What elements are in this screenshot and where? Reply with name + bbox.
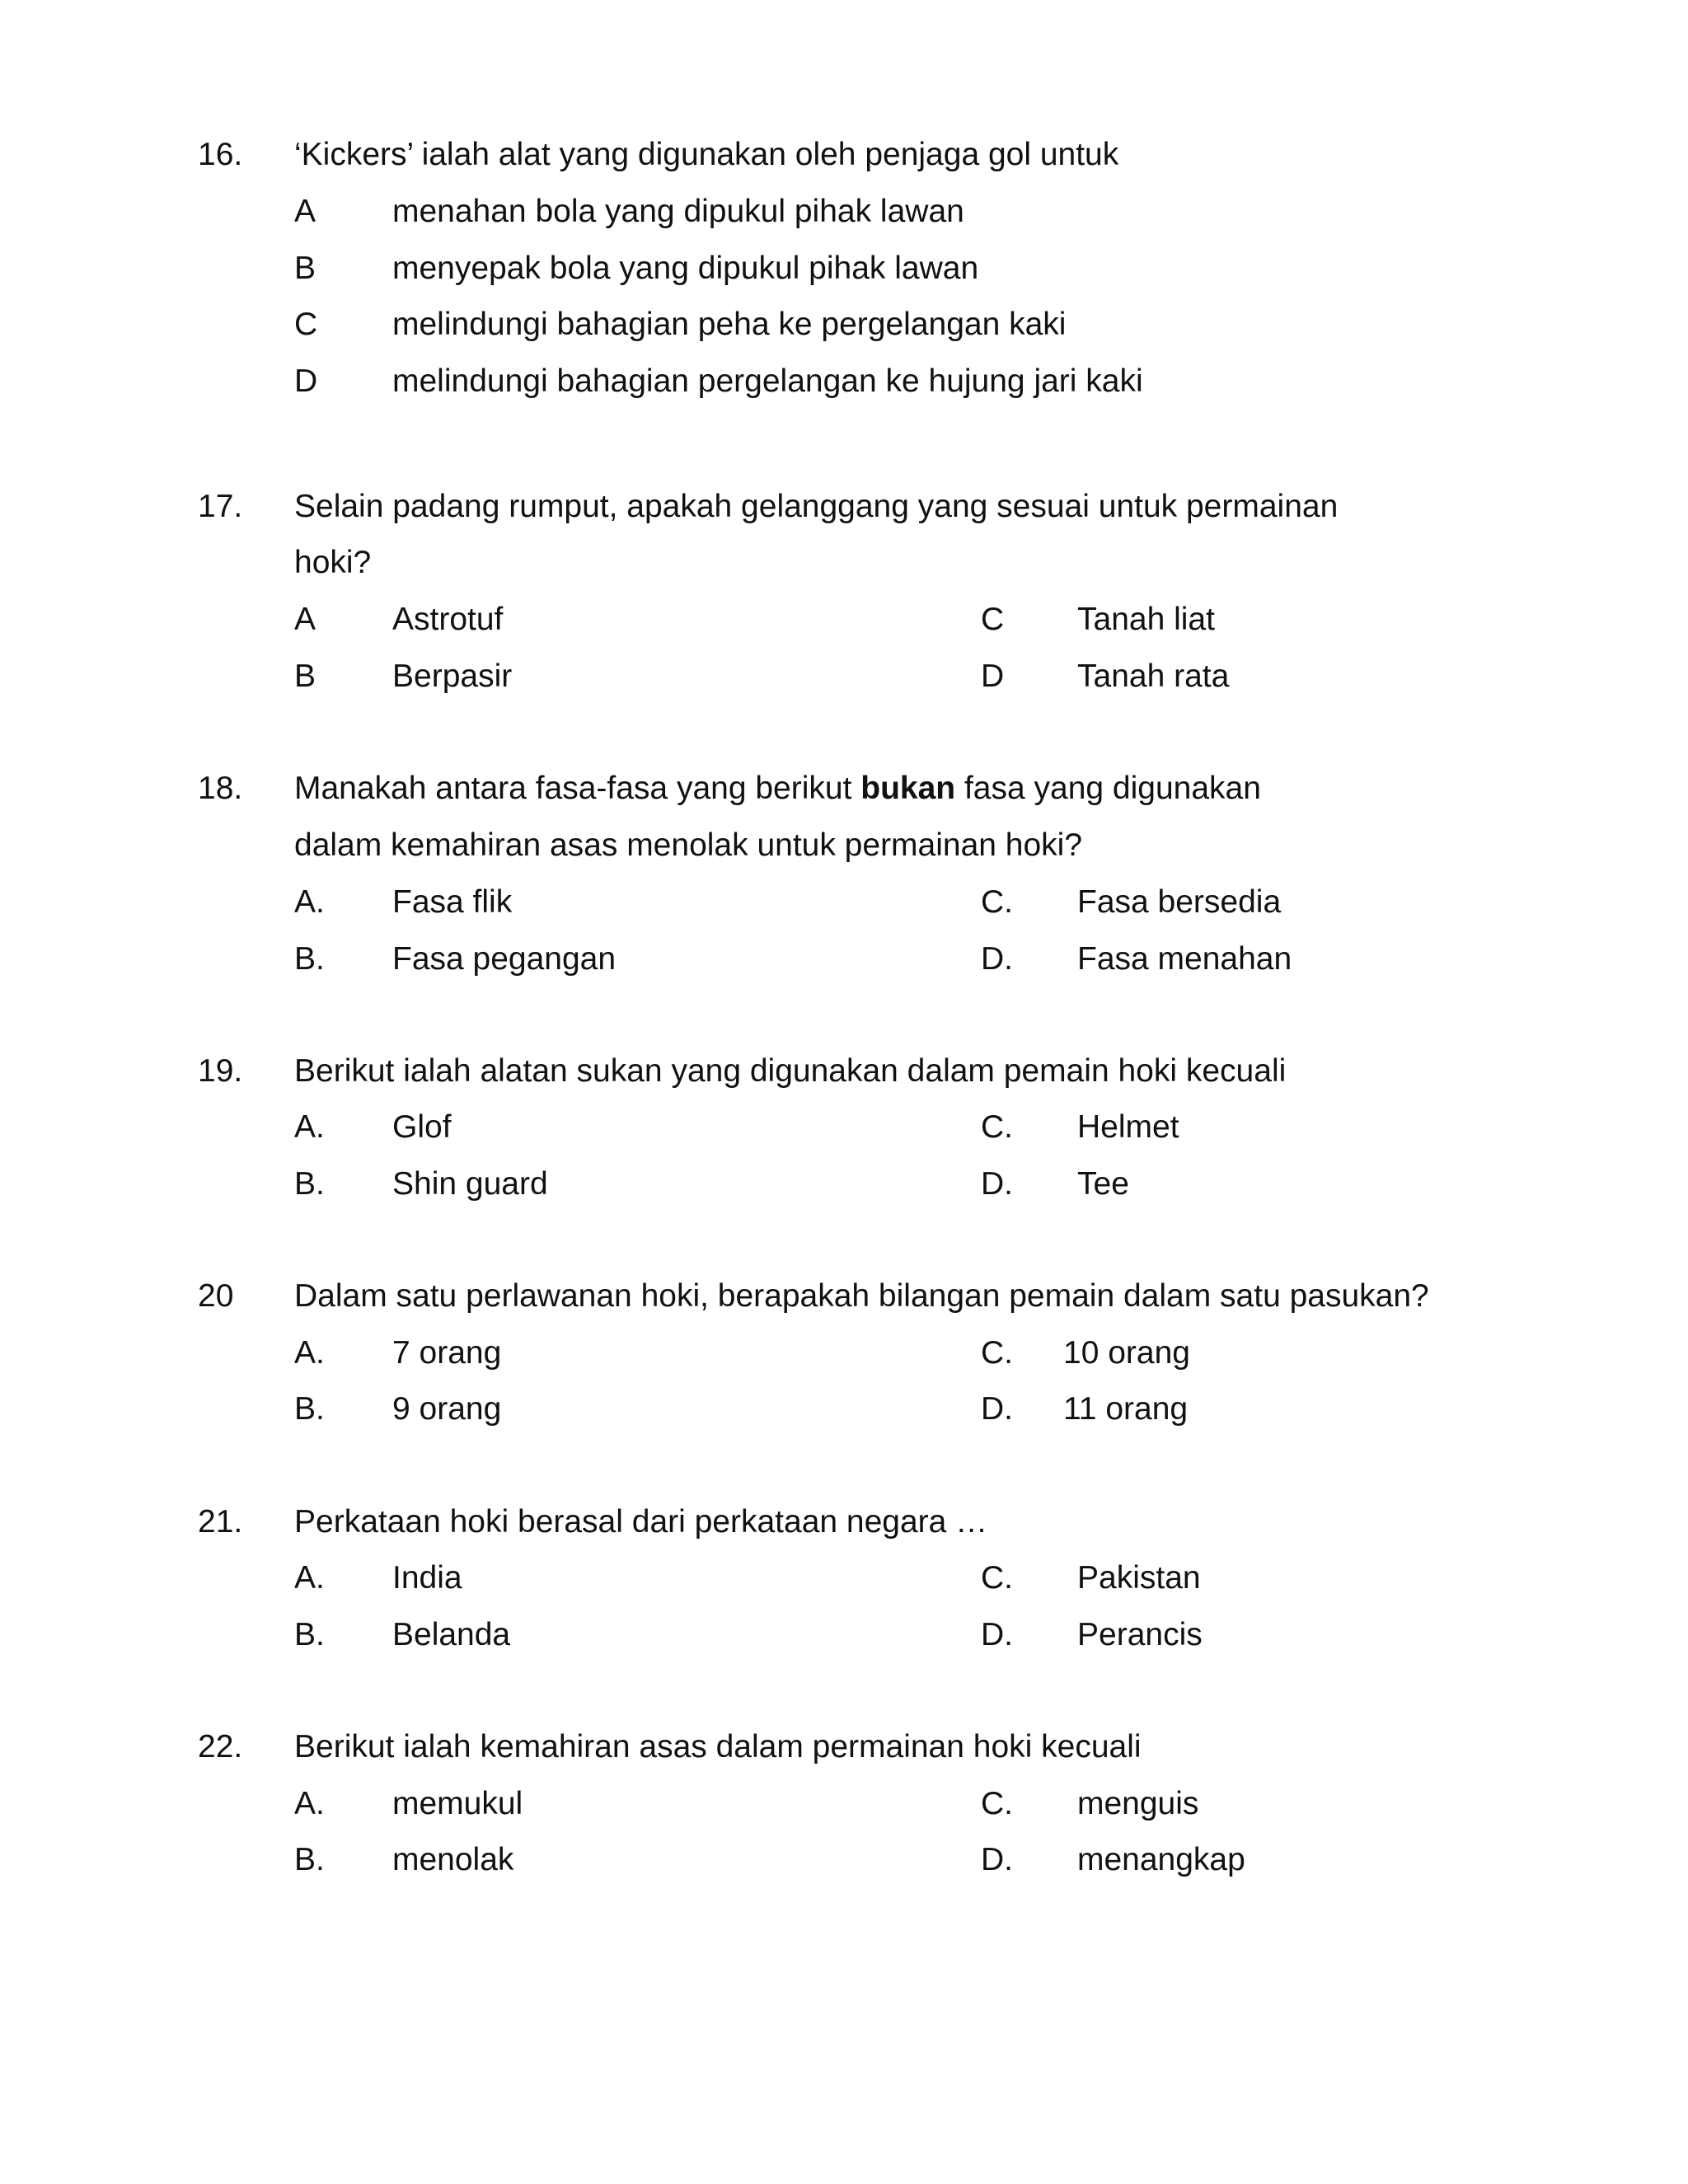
question-number: 20 xyxy=(198,1278,234,1314)
option-text: 10 orang xyxy=(1063,1335,1190,1371)
option-text: menangkap xyxy=(1077,1842,1245,1877)
stem-text: fasa yang digunakan xyxy=(964,771,1261,806)
option-text: menguis xyxy=(1077,1786,1199,1821)
question-number: 17. xyxy=(198,489,243,524)
question-stem: Dalam satu perlawanan hoki, berapakah bilangan pemain dalam satu pasukan? xyxy=(294,1278,1429,1314)
option-letter: D. xyxy=(981,1391,1013,1427)
option-letter: C xyxy=(981,602,1005,637)
option-letter: A. xyxy=(294,1335,325,1371)
option-letter: D. xyxy=(981,1842,1013,1877)
option-text: Tanah rata xyxy=(1077,658,1230,694)
option-text: Glof xyxy=(392,1109,452,1145)
option-text: Tanah liat xyxy=(1077,602,1215,637)
stem-text: Manakah antara fasa-fasa yang berikut xyxy=(294,771,852,806)
question-number: 22. xyxy=(198,1729,243,1765)
question-stem: Perkataan hoki berasal dari perkataan negara … xyxy=(294,1504,988,1540)
option-letter: C xyxy=(294,307,318,342)
option-text: Astrotuf xyxy=(392,602,504,637)
question-stem-continued: dalam kemahiran asas menolak untuk permainan hoki? xyxy=(294,827,1083,863)
option-text: memukul xyxy=(392,1786,523,1821)
option-text: menolak xyxy=(392,1842,514,1877)
option-letter: B. xyxy=(294,941,325,977)
option-text: melindungi bahagian pergelangan ke hujung jari kaki xyxy=(392,363,1143,399)
question-stem: Berikut ialah alatan sukan yang digunakan dalam pemain hoki kecuali xyxy=(294,1053,1287,1089)
option-letter: B. xyxy=(294,1617,325,1652)
option-text: 7 orang xyxy=(392,1335,502,1371)
option-letter: D. xyxy=(981,941,1013,977)
option-letter: C. xyxy=(981,1560,1013,1596)
option-text: Pakistan xyxy=(1077,1560,1201,1596)
option-letter: D xyxy=(294,363,318,399)
option-letter: B. xyxy=(294,1842,325,1877)
question-number: 18. xyxy=(198,771,243,806)
option-text: Belanda xyxy=(392,1617,511,1652)
question-number: 19. xyxy=(198,1053,243,1089)
question-stem: ‘Kickers’ ialah alat yang digunakan oleh penjaga gol untuk xyxy=(294,137,1119,172)
option-letter: A. xyxy=(294,1560,325,1596)
option-text: Fasa menahan xyxy=(1077,941,1292,977)
option-letter: A. xyxy=(294,884,325,920)
option-text: menahan bola yang dipukul pihak lawan xyxy=(392,194,964,229)
option-text: Perancis xyxy=(1077,1617,1203,1652)
option-text: melindungi bahagian peha ke pergelangan kaki xyxy=(392,307,1067,342)
option-letter: C. xyxy=(981,1335,1013,1371)
option-text: Fasa bersedia xyxy=(1077,884,1282,920)
question-number: 16. xyxy=(198,137,243,172)
option-letter: C. xyxy=(981,1109,1013,1145)
option-text: Shin guard xyxy=(392,1166,548,1202)
option-letter: A xyxy=(294,194,316,229)
option-letter: C. xyxy=(981,884,1013,920)
question-number: 21. xyxy=(198,1504,243,1540)
option-letter: B xyxy=(294,658,316,694)
option-letter: A xyxy=(294,602,316,637)
option-text: Tee xyxy=(1077,1166,1129,1202)
option-text: 9 orang xyxy=(392,1391,502,1427)
option-letter: A. xyxy=(294,1786,325,1821)
option-letter: D. xyxy=(981,1166,1013,1202)
option-text: Helmet xyxy=(1077,1109,1179,1145)
stem-emphasis: bukan xyxy=(860,771,956,806)
option-text: India xyxy=(392,1560,462,1596)
option-letter: D xyxy=(981,658,1005,694)
question-stem: Berikut ialah kemahiran asas dalam permainan hoki kecuali xyxy=(294,1729,1142,1765)
question-stem-continued: hoki? xyxy=(294,545,372,580)
option-text: 11 orang xyxy=(1063,1391,1189,1427)
option-letter: B xyxy=(294,251,316,286)
option-text: Berpasir xyxy=(392,658,513,694)
option-letter: A. xyxy=(294,1109,325,1145)
option-letter: D. xyxy=(981,1617,1013,1652)
option-letter: B. xyxy=(294,1166,325,1202)
option-text: Fasa pegangan xyxy=(392,941,617,977)
option-text: menyepak bola yang dipukul pihak lawan xyxy=(392,251,979,286)
question-stem xyxy=(294,769,1261,808)
option-text: Fasa flik xyxy=(392,884,513,920)
question-stem: Selain padang rumput, apakah gelanggang yang sesuai untuk permainan xyxy=(294,489,1339,524)
option-letter: B. xyxy=(294,1391,325,1427)
option-letter: C. xyxy=(981,1786,1013,1821)
